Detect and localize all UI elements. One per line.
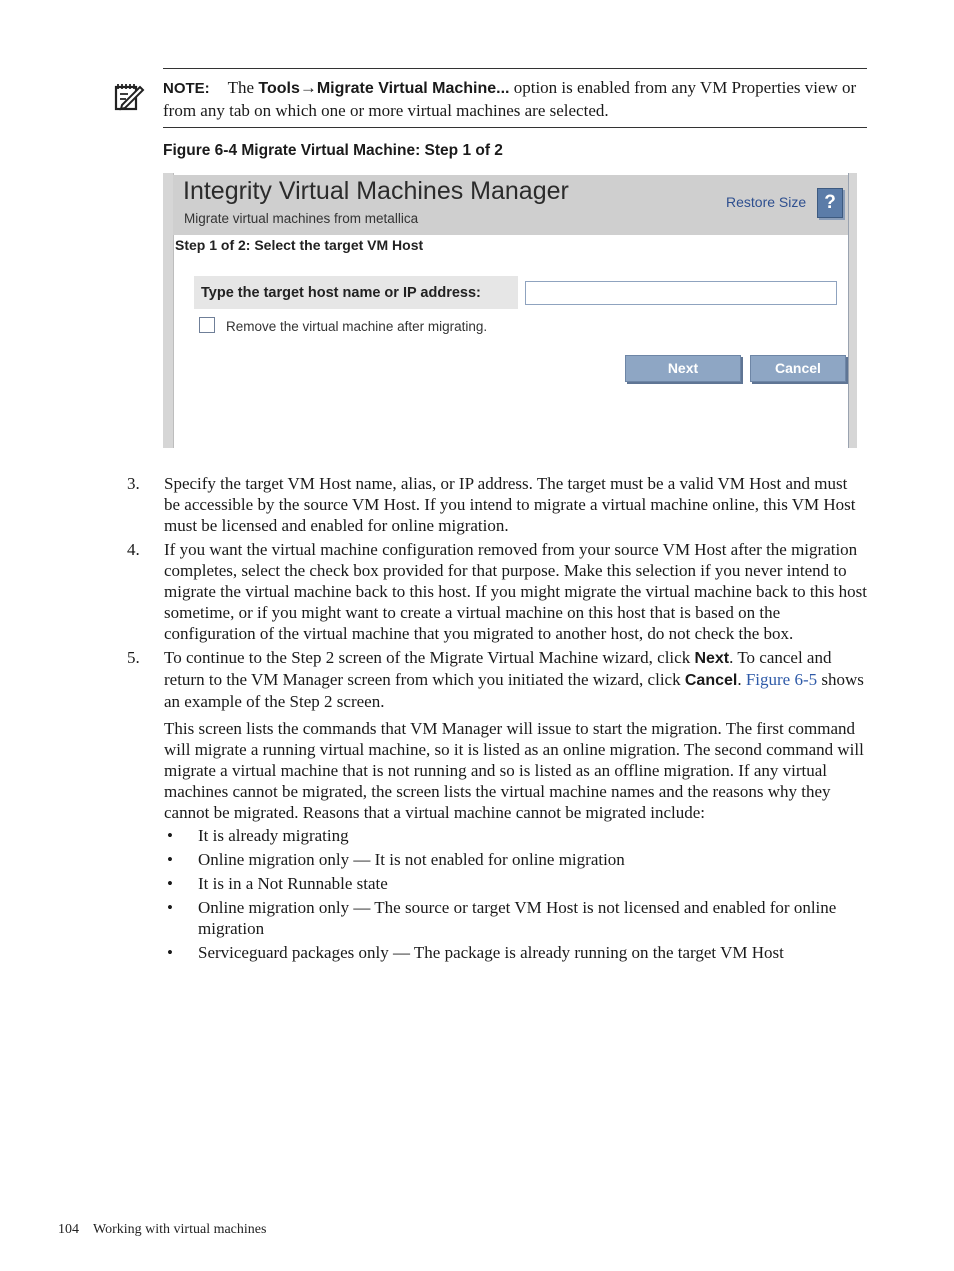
note-migrate-menu: Migrate Virtual Machine... <box>316 80 510 97</box>
dialog-subtitle: Migrate virtual machines from metallica <box>184 211 419 226</box>
dialog-header <box>173 175 849 235</box>
list-item-text: Online migration only — The source or target VM Host is not licensed and enabled for online migration <box>198 898 837 938</box>
restore-size-link[interactable]: Restore Size <box>726 194 807 210</box>
dialog-title: Integrity Virtual Machines Manager <box>183 177 569 205</box>
step-2-description: This screen lists the commands that VM Manager will issue to start the migration. The first command will migrate a running virtual machine, so it is listed as an online migration. The second command will migrate a virtual machine that is not running and so is listed as an offline migration. If any virtual machines cannot be migrated, the screen lists the virtual machine names and the reasons why they cannot be migrated. Reasons that a virtual machine cannot be migrated include: <box>164 719 864 822</box>
list-item <box>164 825 867 846</box>
bullet-icon: • <box>167 898 173 917</box>
step-3 <box>127 473 867 536</box>
cancel-button[interactable]: Cancel <box>750 355 846 382</box>
step-text-3: . <box>737 670 746 689</box>
step-4 <box>127 539 867 644</box>
list-item-text: Online migration only — It is not enabled for online migration <box>198 850 625 869</box>
figure-6-5-link[interactable]: Figure 6-5 <box>745 670 818 689</box>
host-field-label: Type the target host name or IP address: <box>201 285 481 301</box>
procedure-steps <box>127 473 867 966</box>
list-item <box>164 849 867 870</box>
note-text-2: option is enabled from any VM Properties view or from any tab on which one or more virtual machines are selected. <box>163 78 857 120</box>
note-label: NOTE: <box>163 80 210 97</box>
step-text: If you want the virtual machine configuration removed from your source VM Host after the migration completes, select the check box provided for that purpose. Make this selection if you never intend to migrate the virtual machine back to this host. If you might migrate the virtual machine back to this host sometime, or if you might want to create a virtual machine on this host that is based on the configuration of the virtual machine that you migrated to another host, do not check the box. <box>164 540 867 643</box>
right-scrollbar[interactable] <box>848 173 857 448</box>
list-item <box>164 873 867 894</box>
bullet-icon: • <box>167 826 173 845</box>
list-item <box>164 942 867 963</box>
figure-caption: Figure 6-4 Migrate Virtual Machine: Step 1 of 2 <box>163 142 503 159</box>
note-arrow: → <box>299 78 317 97</box>
step-number: 4. <box>127 540 140 559</box>
step-text-1: To continue to the Step 2 screen of the Migrate Virtual Machine wizard, click <box>164 648 695 667</box>
reasons-list <box>127 825 867 963</box>
bullet-icon: • <box>167 850 173 869</box>
note-pencil-icon <box>113 81 145 113</box>
step-next-label: Next <box>694 650 730 667</box>
help-icon: ? <box>824 192 836 213</box>
step-text-2: . To cancel and return to the VM Manager screen from which you initiated the wizard, click <box>164 648 832 689</box>
bullet-icon: • <box>167 874 173 893</box>
bullet-icon: • <box>167 943 173 962</box>
step-cancel-label: Cancel <box>684 672 738 689</box>
migrate-vm-screenshot <box>163 173 857 448</box>
page-number: 104 <box>58 1222 79 1237</box>
next-button[interactable]: Next <box>625 355 741 382</box>
list-item-text: It is already migrating <box>198 826 349 845</box>
remove-vm-checkbox-label: Remove the virtual machine after migrating. <box>226 319 488 334</box>
step-text-4: shows an example of the Step 2 screen. <box>164 670 864 711</box>
step-number: 5. <box>127 648 140 667</box>
step-text: Specify the target VM Host name, alias, or IP address. The target must be a valid VM Host and must be accessible by the source VM Host. If you intend to migrate a virtual machine online, this VM Host must be licensed and enabled for online migration. <box>164 474 856 535</box>
list-item-text: Serviceguard packages only — The package is already running on the target VM Host <box>198 943 784 962</box>
target-host-input[interactable] <box>525 281 837 305</box>
list-item <box>164 897 867 939</box>
note-text-1: The <box>227 78 259 97</box>
footer-title: Working with virtual machines <box>93 1222 267 1237</box>
note-tools: Tools <box>258 80 300 97</box>
remove-vm-checkbox[interactable] <box>199 317 215 333</box>
help-button[interactable] <box>817 188 843 218</box>
list-item-text: It is in a Not Runnable state <box>198 874 388 893</box>
step-heading: Step 1 of 2: Select the target VM Host <box>175 237 424 253</box>
step-5 <box>127 647 867 712</box>
note-box <box>163 68 867 128</box>
page-footer <box>58 1222 266 1238</box>
step-number: 3. <box>127 474 140 493</box>
